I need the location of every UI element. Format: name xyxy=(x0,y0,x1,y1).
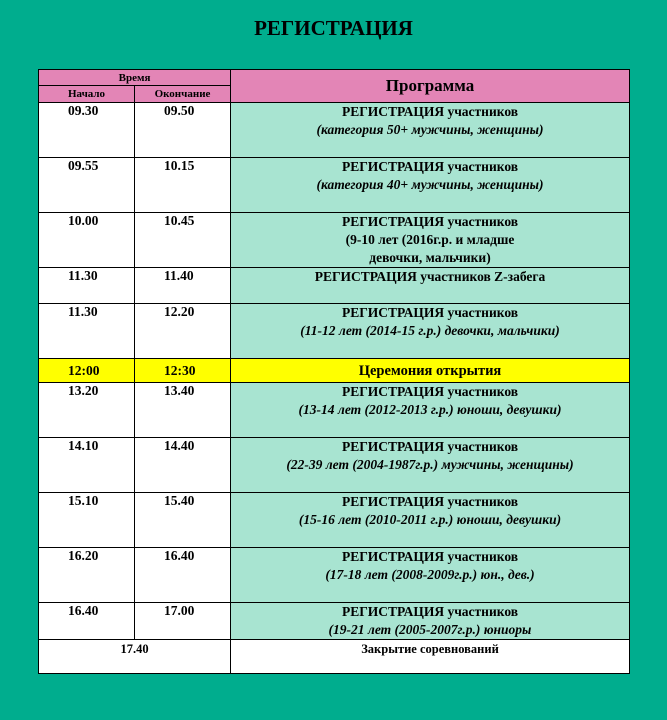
end-time: 14.40 xyxy=(135,438,231,493)
program-detail: (категория 50+ мужчины, женщины) xyxy=(316,122,544,137)
table-row-highlight xyxy=(39,359,630,383)
end-time: 10.45 xyxy=(135,213,231,268)
time-header: Время xyxy=(39,70,231,86)
end-time: 13.40 xyxy=(135,383,231,438)
program-cell xyxy=(231,383,630,438)
program-cell xyxy=(231,158,630,213)
end-time: 15.40 xyxy=(135,493,231,548)
start-time: 09.30 xyxy=(39,103,135,158)
start-time: 10.00 xyxy=(39,213,135,268)
table-row xyxy=(39,268,630,304)
start-time: 09.55 xyxy=(39,158,135,213)
start-time: 11.30 xyxy=(39,268,135,304)
program-title: РЕГИСТРАЦИЯ участников Z-забега xyxy=(314,269,546,284)
program-cell xyxy=(231,268,630,304)
program-cell xyxy=(231,438,630,493)
program-detail: (категория 40+ мужчины, женщины) xyxy=(316,177,544,192)
program-cell xyxy=(231,548,630,603)
program-title: РЕГИСТРАЦИЯ участников xyxy=(341,159,519,174)
program-cell xyxy=(231,103,630,158)
program-title: РЕГИСТРАЦИЯ участников xyxy=(341,384,519,399)
end-time: 12.20 xyxy=(135,304,231,359)
program-detail: (11-12 лет (2014-15 г.р.) девочки, мальчики) xyxy=(300,323,560,338)
start-time: 11.30 xyxy=(39,304,135,359)
page-title: РЕГИСТРАЦИЯ xyxy=(254,16,413,40)
closing-title: Закрытие соревнований xyxy=(231,640,630,674)
program-cell xyxy=(231,359,630,383)
start-time: 16.40 xyxy=(39,603,135,640)
program-detail: (17-18 лет (2008-2009г.р.) юн., дев.) xyxy=(325,567,535,582)
table-row xyxy=(39,438,630,493)
end-time: 17.00 xyxy=(135,603,231,640)
program-cell xyxy=(231,213,630,268)
start-time: 13.20 xyxy=(39,383,135,438)
program-title: РЕГИСТРАЦИЯ участников xyxy=(341,214,519,229)
end-header: Окончание xyxy=(135,86,231,103)
end-time: 11.40 xyxy=(135,268,231,304)
start-time: 14.10 xyxy=(39,438,135,493)
end-time: 10.15 xyxy=(135,158,231,213)
program-header: Программа xyxy=(231,70,630,103)
program-cell xyxy=(231,603,630,640)
schedule-table xyxy=(38,69,630,674)
start-header: Начало xyxy=(39,86,135,103)
table-row xyxy=(39,213,630,268)
program-cell xyxy=(231,493,630,548)
end-time: 12:30 xyxy=(135,359,231,383)
program-detail: (22-39 лет (2004-1987г.р.) мужчины, женщины) xyxy=(286,457,574,472)
program-title: Церемония открытия xyxy=(358,362,502,379)
table-row xyxy=(39,383,630,438)
program-cell xyxy=(231,304,630,359)
end-time: 09.50 xyxy=(135,103,231,158)
program-detail: (15-16 лет (2010-2011 г.р.) юноши, девушки) xyxy=(298,512,562,527)
program-title: РЕГИСТРАЦИЯ участников xyxy=(341,104,519,119)
table-row xyxy=(39,493,630,548)
program-title: РЕГИСТРАЦИЯ участников xyxy=(341,439,519,454)
table-row xyxy=(39,603,630,640)
end-time: 16.40 xyxy=(135,548,231,603)
program-title: РЕГИСТРАЦИЯ участников xyxy=(341,604,519,619)
closing-time: 17.40 xyxy=(39,640,231,674)
table-row xyxy=(39,103,630,158)
closing-row xyxy=(39,640,630,674)
start-time: 15.10 xyxy=(39,493,135,548)
table-row xyxy=(39,158,630,213)
program-title: РЕГИСТРАЦИЯ участников xyxy=(341,494,519,509)
start-time: 16.20 xyxy=(39,548,135,603)
program-title: РЕГИСТРАЦИЯ участников xyxy=(341,549,519,564)
start-time: 12:00 xyxy=(39,359,135,383)
table-row xyxy=(39,304,630,359)
program-title: РЕГИСТРАЦИЯ участников xyxy=(341,305,519,320)
program-detail: (13-14 лет (2012-2013 г.р.) юноши, девушки) xyxy=(298,402,562,417)
table-row xyxy=(39,548,630,603)
program-detail: (19-21 лет (2005-2007г.р.) юниоры xyxy=(328,622,532,637)
program-detail: (9-10 лет (2016г.р. и младше xyxy=(345,232,515,247)
program-detail-cont: девочки, мальчики) xyxy=(369,250,491,265)
